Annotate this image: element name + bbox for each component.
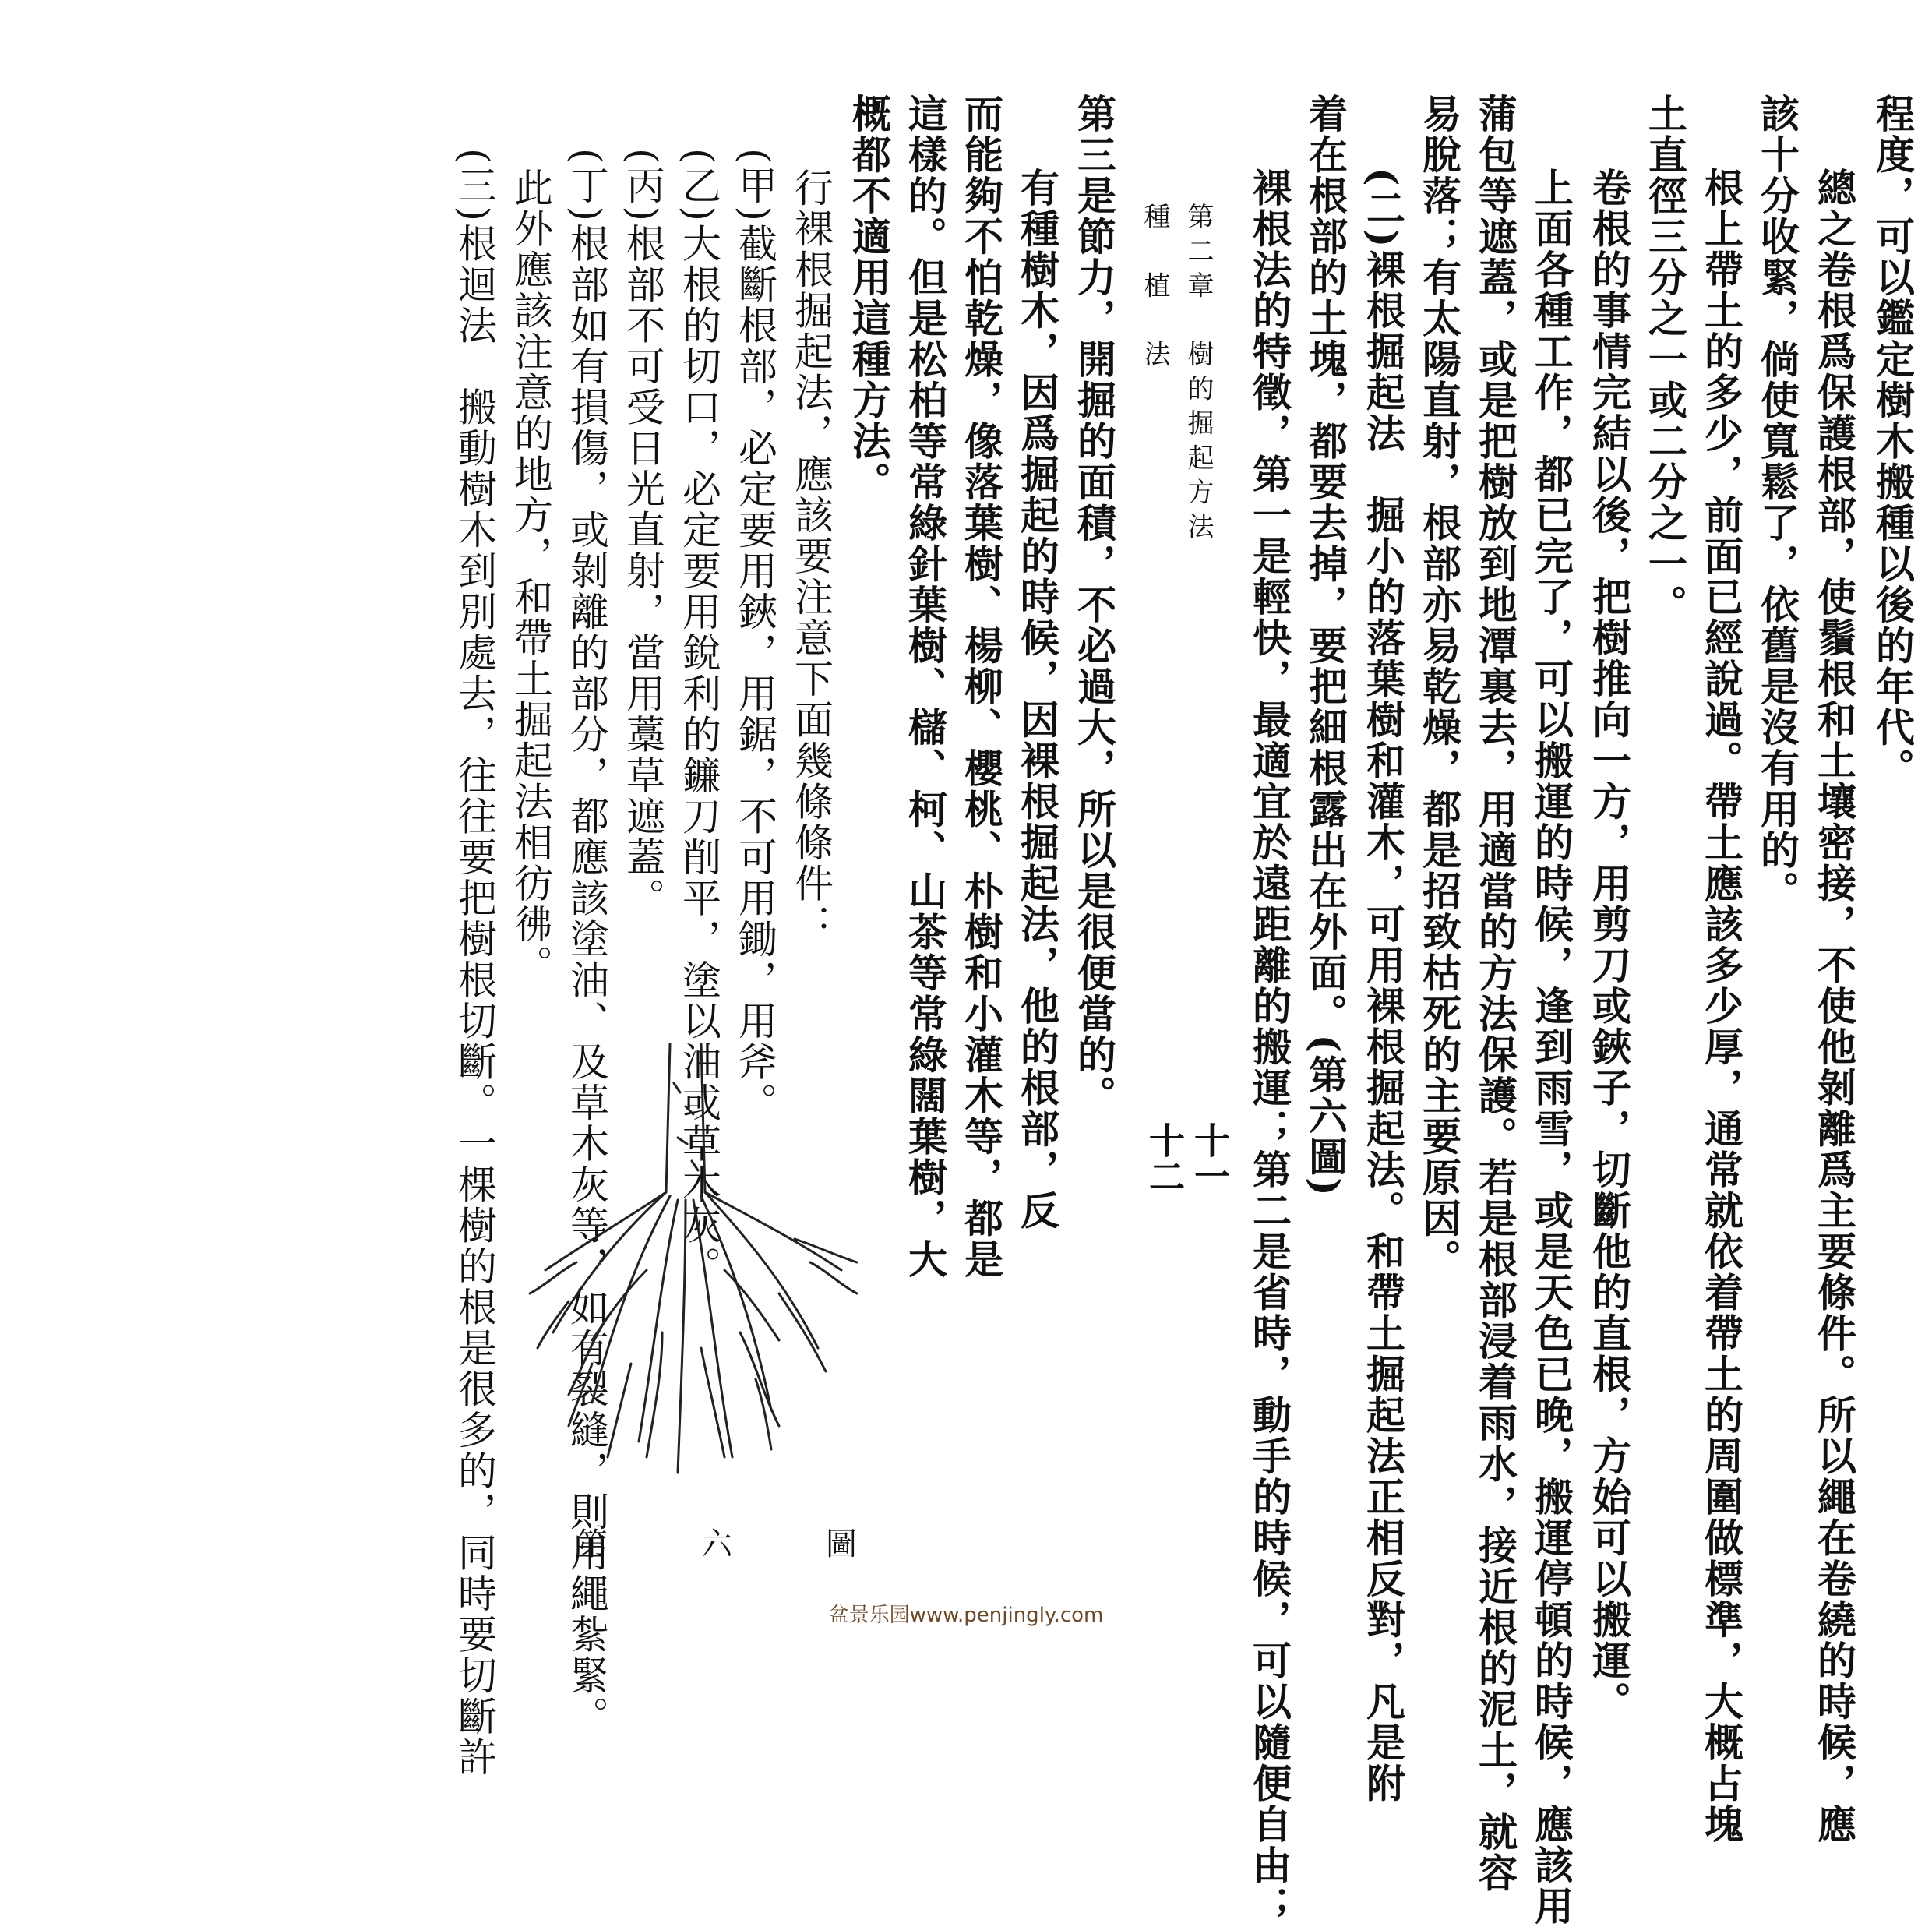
text-column: 此外應該注意的地方，和帶土掘起法相彷彿。: [508, 168, 553, 986]
page-number-left: 十二: [1144, 1122, 1186, 1194]
text-column: 程度，可以鑑定樹木搬種以後的年代。: [1870, 94, 1916, 789]
text-column: (三)根迴法 搬動樹木到別處去，往往要把樹根切斷。一棵樹的根是很多的，同時要切斷許: [452, 148, 497, 1778]
text-column: 裸根法的特徵，第一是輕快，最適宜於遠距離的搬運；第二是省時，動手的時候，可以隨便自由；: [1246, 168, 1292, 1927]
text-column: 易脫落；有太陽直射，根部亦易乾燥，都是招致枯死的主要原因。: [1416, 94, 1462, 1280]
text-column: (乙)大根的切口，必定要用銳利的鐮刀削平，塗以油或草木灰。: [676, 148, 721, 1287]
text-column: 該十分收緊，倘使寬鬆了，依舊是沒有用的。: [1754, 94, 1800, 912]
text-column: 土直徑三分之一或二分之一。: [1642, 94, 1688, 626]
text-column: 總之卷根爲保護根部，使鬚根和土壤密接，不使他剝離爲主要條件。所以繩在卷繞的時候，應: [1811, 168, 1857, 1845]
text-column: (二)裸根掘起法 掘小的落葉樹和灌木，可用裸根掘起法。和帶土掘起法正相反對，凡是附: [1360, 168, 1406, 1804]
running-head-section: 種 植 法: [1139, 203, 1170, 375]
text-column: (甲)截斷根部，必定要用鋏，用鋸，不可用鋤，用斧。: [732, 148, 777, 1124]
running-head-chapter: 第二章 樹的掘起方法: [1183, 203, 1214, 547]
figure-caption: 第六圖: [576, 1526, 950, 1562]
text-column: 這樣的。但是松柏等常綠針葉樹、櫧、柯、山茶等常綠闊葉樹，大: [902, 94, 948, 1280]
text-column: 第三是節力，開掘的面積，不必過大，所以是很便當的。: [1071, 94, 1117, 1117]
text-column: 而能夠不怕乾燥，像落葉樹、楊柳、櫻桃、朴樹和小灌木等，都是: [958, 94, 1004, 1280]
page-number-right: 十一: [1189, 1122, 1231, 1194]
text-column: 卷根的事情完結以後，把樹推向一方，用剪刀或鋏子，切斷他的直根，方始可以搬運。: [1586, 168, 1632, 1722]
text-column: 概都不適用這種方法。: [846, 94, 892, 503]
text-column: 蒲包等遮蓋，或是把樹放到地潭裏去，用適當的方法保護。若是根部浸着雨水，接近根的泥土，就容: [1472, 94, 1518, 1893]
text-column: 着在根部的土塊，都要去掉，要把細根露出在外面。(第六圖): [1303, 94, 1349, 1198]
text-column: (丁)根部如有損傷，或剝離的部分，都應該塗油、及草木灰等，如有裂縫，則用繩紮緊。: [564, 148, 609, 1738]
watermark: 盆景乐园www.penjingly.com: [828, 1604, 1104, 1627]
text-column: 有種樹木，因爲掘起的時候，因裸根掘起法，他的根部，反: [1014, 168, 1060, 1231]
text-column: 上面各種工作，都已完了，可以搬運的時候，逢到雨雪，或是天色已晚，搬運停頓的時候，應該用: [1528, 168, 1574, 1927]
text-column: 行裸根掘起法，應該要注意下面幾條條件：: [788, 168, 834, 945]
bare-root-illustration: [499, 1036, 888, 1519]
text-column: 根上帶土的多少，前面已經說過。帶土應該多少厚，通常就依着帶土的周圍做標準，大概占塊: [1698, 168, 1744, 1845]
text-column: (丙)根部不可受日光直射，當用藁草遮蓋。: [620, 148, 665, 919]
